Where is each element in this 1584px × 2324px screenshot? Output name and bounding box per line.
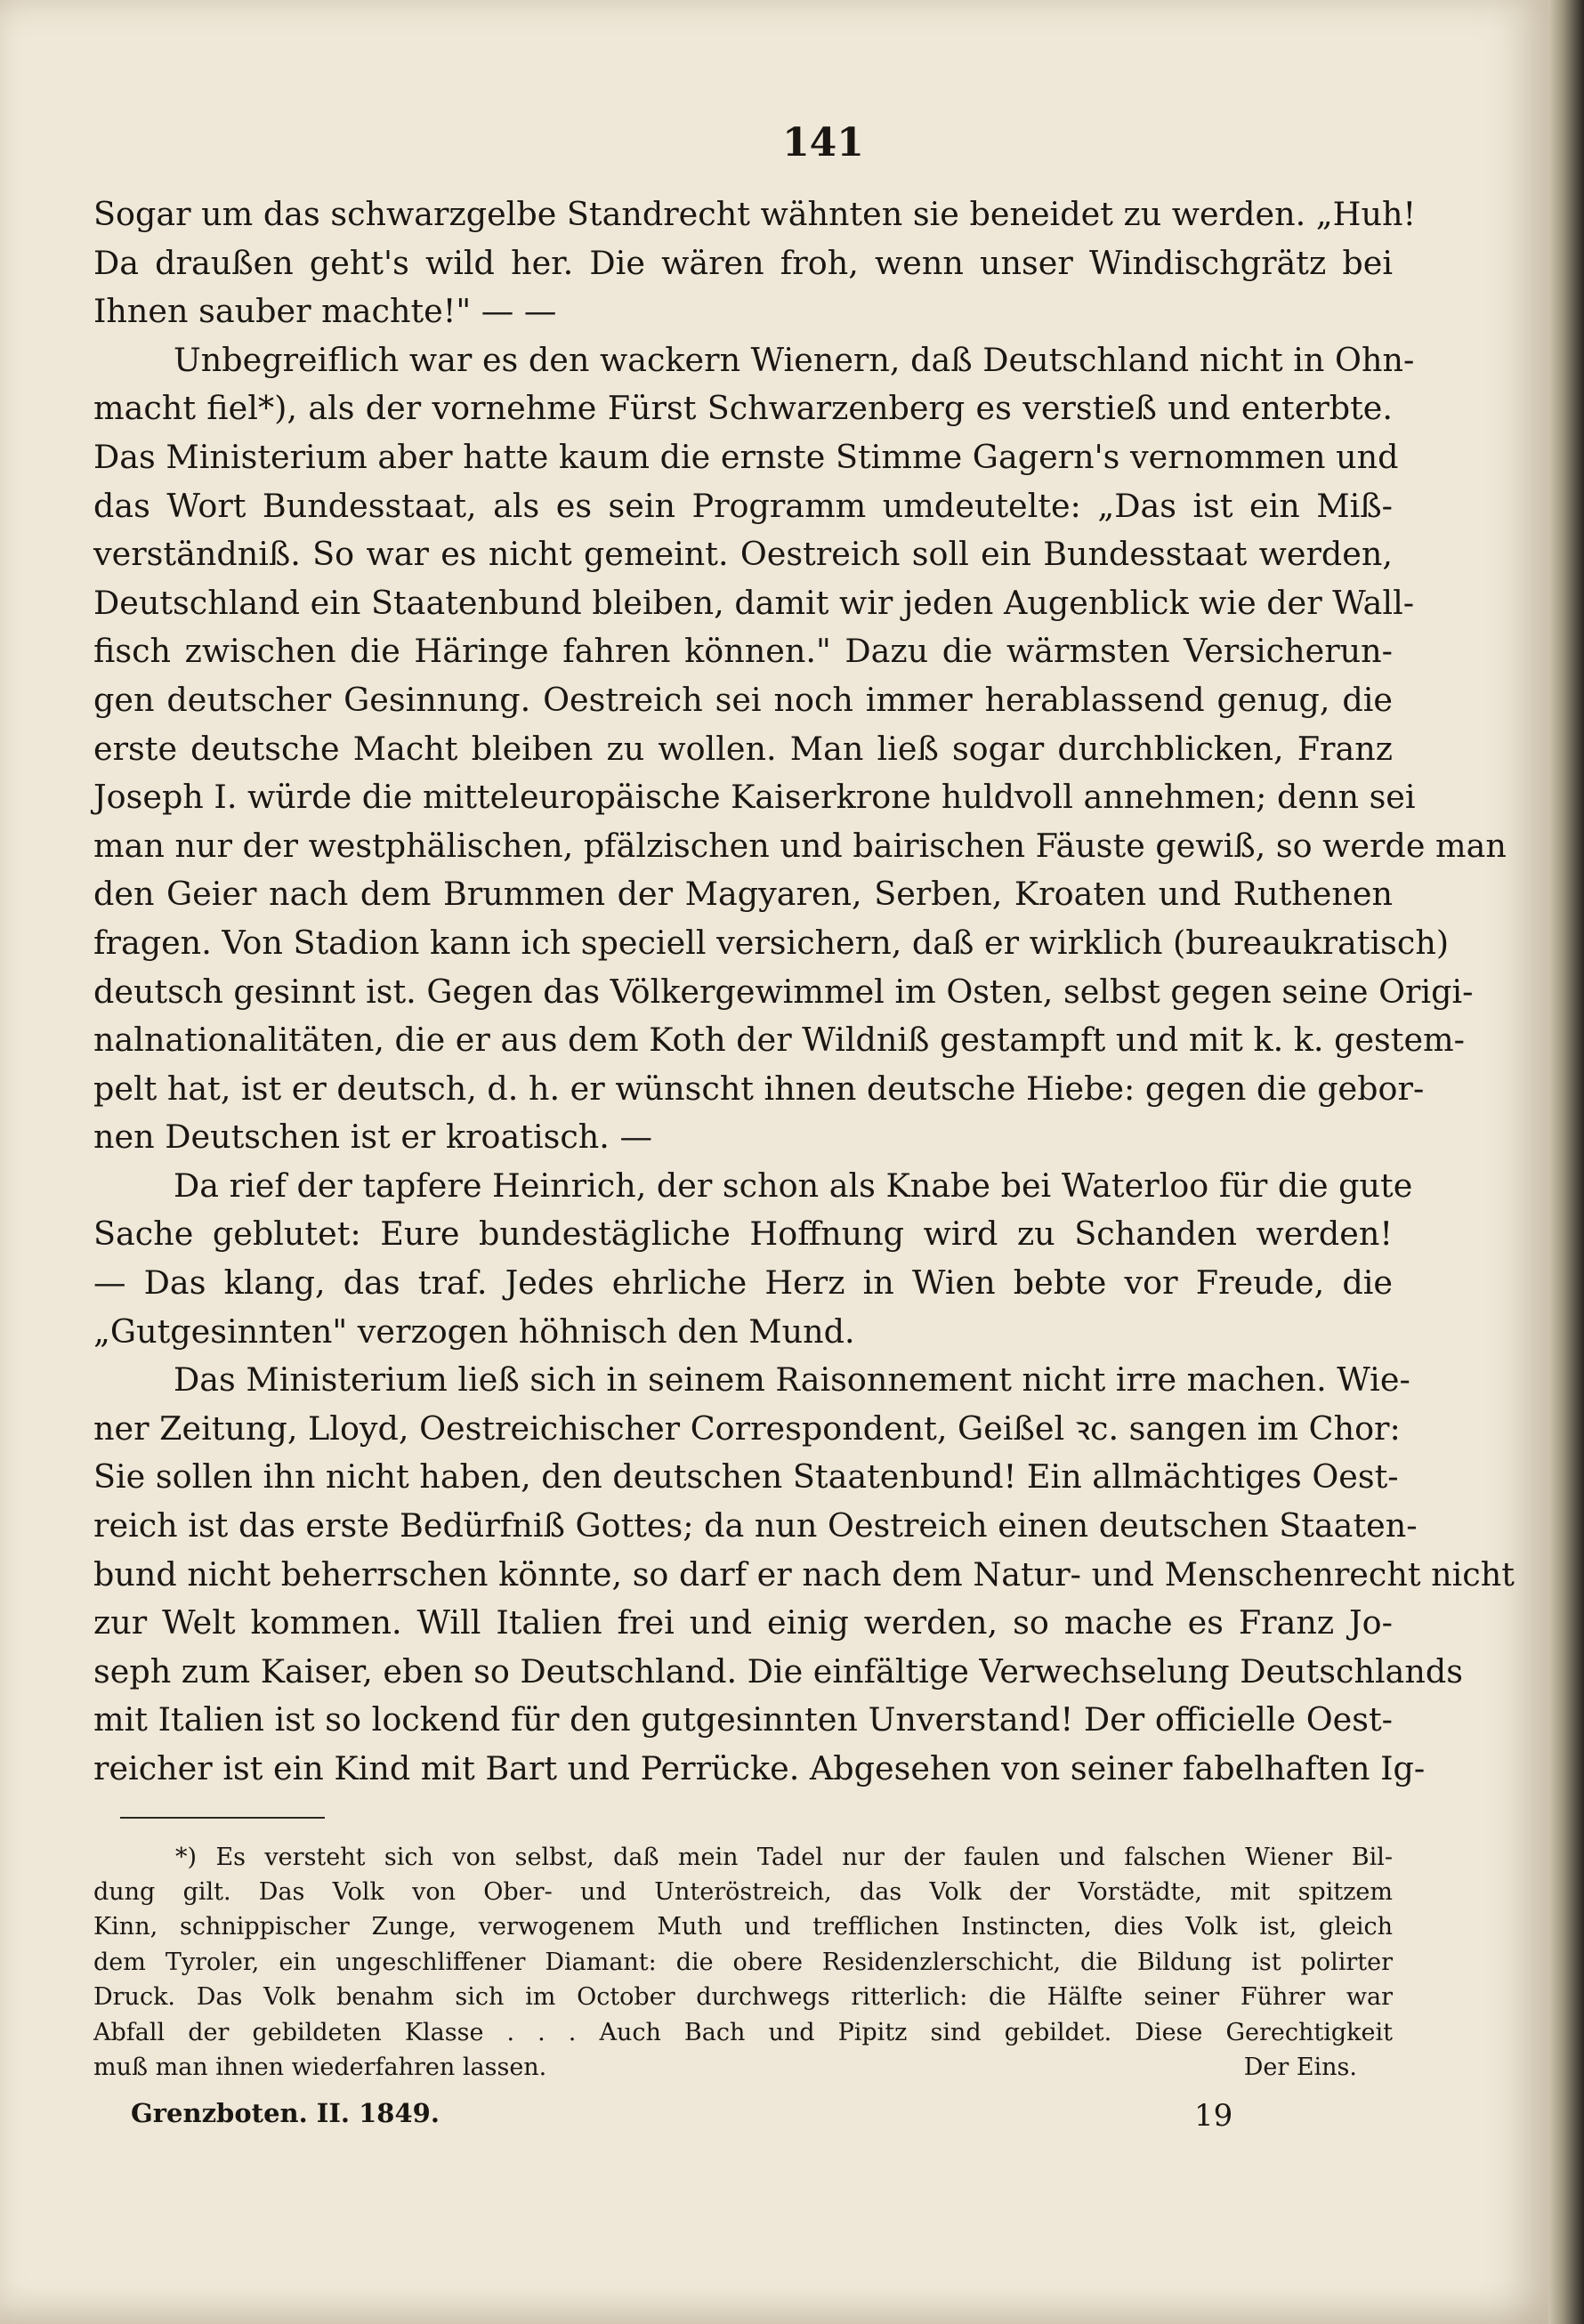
paragraph [93, 1162, 1413, 1356]
text-line: nen Deutschen ist er kroatisch. — [93, 1118, 653, 1157]
text-line: Sie sollen ihn nicht haben, den deutschen Staatenbund! Ein allmächtiges Oest- [93, 1457, 1399, 1497]
text-line: deutsch gesinnt ist. Gegen das Völkergewimmel im Osten, selbst gegen seine Origi- [93, 972, 1474, 1011]
text-line: zur Welt kommen. Will Italien frei und einig werden, so mache es Franz Jo- [93, 1603, 1393, 1642]
text-line: gen deutscher Gesinnung. Oestreich sei noch immer herablassend genug, die [93, 680, 1393, 719]
footnote-line: muß man ihnen wiederfahren lassen. [93, 2054, 547, 2082]
text-line: Da draußen geht's wild her. Die wären froh, wenn unser Windischgrätz bei [93, 243, 1393, 282]
page-content [93, 120, 1515, 2134]
text-line: Unbegreiflich war es den wackern Wienern, daß Deutschland nicht in Ohn- [174, 340, 1415, 379]
footnote-line: Kinn, schnippischer Zunge, verwogenem Muth und trefflichen Instincten, dies Volk ist, gleich [93, 1913, 1393, 1941]
footnote-signature: Der Eins. [1243, 2054, 1357, 2082]
text-line: das Wort Bundesstaat, als es sein Programm umdeutelte: „Das ist ein Miß- [93, 486, 1393, 525]
text-line: — Das klang, das traf. Jedes ehrliche Herz in Wien bebte vor Freude, die [93, 1263, 1393, 1303]
signature-mark: 19 [1194, 2097, 1233, 2134]
body-text [93, 190, 1515, 1794]
page-footer [93, 2098, 1393, 2134]
text-line: nalnationalitäten, die er aus dem Koth der Wildniß gestampft und mit k. k. gestem- [93, 1021, 1466, 1060]
footnote [93, 1840, 1393, 2086]
text-line: Sache geblutet: Eure bundestägliche Hoffnung wird zu Schanden werden! [93, 1214, 1393, 1254]
text-line: den Geier nach dem Brummen der Magyaren, Serben, Kroaten und Ruthenen [93, 875, 1393, 914]
text-line: bund nicht beherrschen könnte, so darf er nach dem Natur- und Menschenrecht nicht [93, 1554, 1515, 1594]
text-line: Das Ministerium aber hatte kaum die ernste Stimme Gagern's vernommen und [93, 437, 1399, 476]
paragraph [93, 1356, 1515, 1793]
text-line: seph zum Kaiser, eben so Deutschland. Die einfältige Verwechselung Deutschlands [93, 1651, 1464, 1691]
paragraph [93, 336, 1507, 1162]
page-number: 141 [782, 120, 864, 165]
footnote-line: *) Es versteht sich von selbst, daß mein Tadel nur der faulen und falschen Wiener Bil- [175, 1843, 1393, 1871]
text-line: reich ist das erste Bedürfniß Gottes; da nun Oestreich einen deutschen Staaten- [93, 1506, 1418, 1545]
footnote-line: dem Tyroler, ein ungeschliffener Diamant: die obere Residenzlerschicht, die Bildung ist polirter [93, 1948, 1393, 1976]
text-line: Ihnen sauber machte!" — — [93, 292, 557, 331]
journal-imprint: Grenzboten. II. 1849. [131, 2097, 440, 2128]
text-line: ner Zeitung, Lloyd, Oestreichischer Correspondent, Geißel ꝛc. sangen im Chor: [93, 1408, 1401, 1448]
paragraph [93, 190, 1417, 336]
text-line: „Gutgesinnten" verzogen höhnisch den Mund. [93, 1311, 855, 1351]
text-line: reicher ist ein Kind mit Bart und Perrücke. Abgesehen von seiner fabelhaften Ig- [93, 1749, 1426, 1787]
text-line: erste deutsche Macht bleiben zu wollen. Man ließ sogar durchblicken, Franz [93, 729, 1393, 768]
text-line: Deutschland ein Staatenbund bleiben, damit wir jeden Augenblick wie der Wall- [93, 583, 1415, 622]
text-line: Sogar um das schwarzgelbe Standrecht wähnten sie beneidet zu werden. „Huh! [93, 195, 1417, 233]
text-line: Da rief der tapfere Heinrich, der schon als Knabe bei Waterloo für die gute [174, 1166, 1413, 1205]
text-line: verständniß. So war es nicht gemeint. Oestreich soll ein Bundesstaat werden, [93, 535, 1393, 574]
footnote-line: dung gilt. Das Volk von Ober- und Unteröstreich, das Volk der Vorstädte, mit spitzem [93, 1878, 1393, 1906]
footnote-line: Abfall der gebildeten Klasse . . . Auch Bach und Pipitz sind gebildet. Diese Gerechtigkeit [93, 2018, 1393, 2046]
footnote-line: Druck. Das Volk benahm sich im October durchwegs ritterlich: die Hälfte seiner Führer war [93, 1983, 1393, 2012]
book-spine [1548, 0, 1584, 2324]
text-line: Joseph I. würde die mitteleuropäische Kaiserkrone huldvoll annehmen; denn sei [93, 778, 1416, 817]
text-line: mit Italien ist so lockend für den gutgesinnten Unverstand! Der officielle Oest- [93, 1700, 1393, 1739]
text-line: fisch zwischen die Häringe fahren können." Dazu die wärmsten Versicherun- [93, 632, 1393, 671]
text-line: macht fiel*), als der vornehme Fürst Schwarzenberg es verstieß und enterbte. [93, 389, 1393, 428]
text-line: man nur der westphälischen, pfälzischen und bairischen Fäuste gewiß, so werde man [93, 826, 1507, 865]
text-line: Das Ministerium ließ sich in seinem Raisonnement nicht irre machen. Wie- [174, 1360, 1410, 1400]
text-line: fragen. Von Stadion kann ich speciell versichern, daß er wirklich (bureaukratisch) [93, 923, 1450, 962]
text-line: pelt hat, ist er deutsch, d. h. er wünscht ihnen deutsche Hiebe: gegen die gebor- [93, 1069, 1425, 1108]
footnote-divider [120, 1817, 325, 1819]
